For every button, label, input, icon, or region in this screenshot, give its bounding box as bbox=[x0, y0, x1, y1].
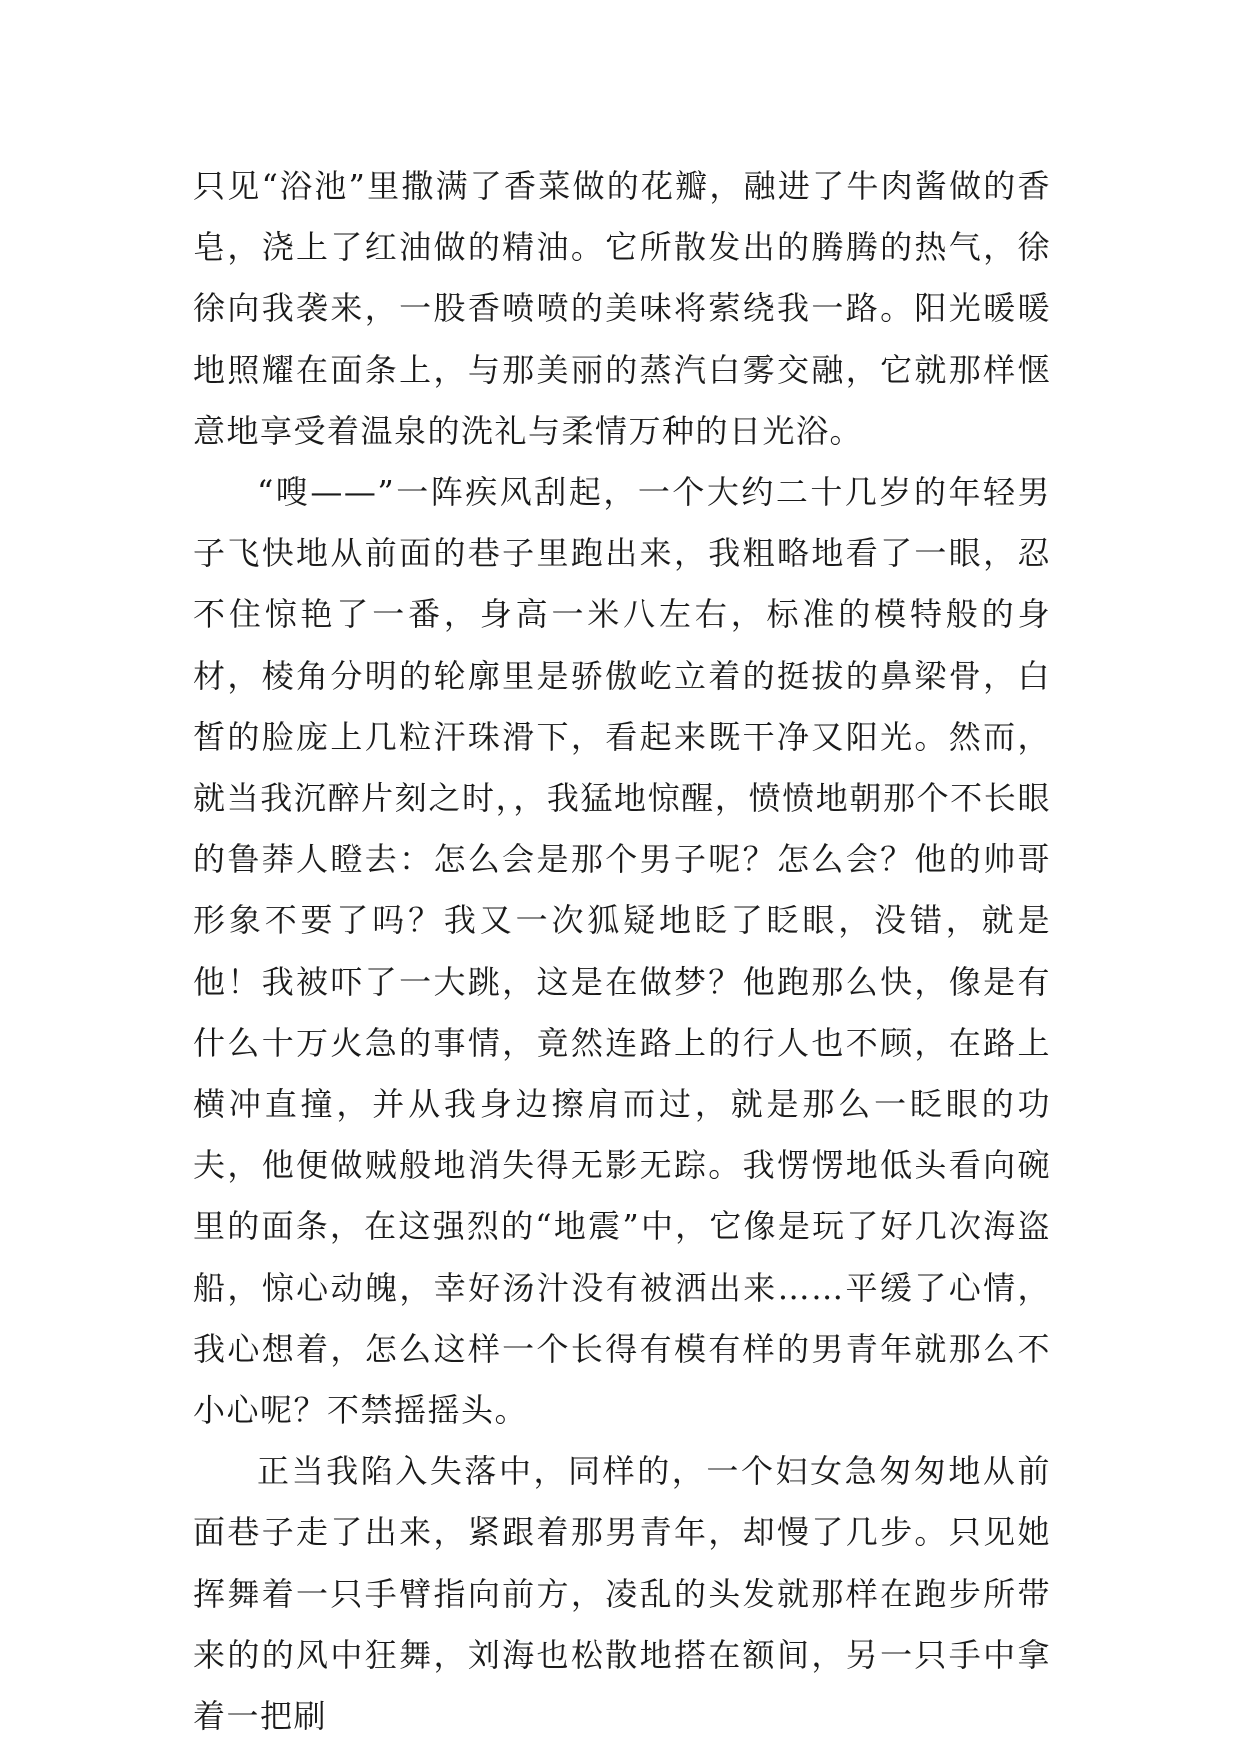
paragraph-running-man: “嗖——”一阵疾风刮起，一个大约二十几岁的年轻男子飞快地从前面的巷子里跑出来，我粗略地看了一眼，忍不住惊艳了一番，身高一米八左右，标准的模特般的身材，棱角分明的轮廓里是骄傲屹立着的挺拔的鼻梁骨，白皙的脸庞上几粒汗珠滑下，看起来既干净又阳光。然而，就当我沉醉片刻之时，，我猛地惊醒，愤愤地朝那个不长眼的鲁莽人瞪去：怎么会是那个男子呢？怎么会？他的帅哥形象不要了吗？我又一次狐疑地眨了眨眼，没错，就是他！我被吓了一大跳，这是在做梦？他跑那么快，像是有什么十万火急的事情，竟然连路上的行人也不顾，在路上横冲直撞，并从我身边擦肩而过，就是那么一眨眼的功夫，他便做贼般地消失得无影无踪。我愣愣地低头看向碗里的面条，在这强烈的“地震”中，它像是玩了好几次海盗船，惊心动魄，幸好汤汁没有被洒出来……平缓了心情，我心想着，怎么这样一个长得有模有样的男青年就那么不小心呢？不禁摇摇头。 bbox=[193, 473, 1051, 1430]
paragraph-woman-following: 正当我陷入失落中，同样的，一个妇女急匆匆地从前面巷子走了出来，紧跟着那男青年，却慢了几步。只见她挥舞着一只手臂指向前方，凌乱的头发就那样在跑步所带来的的风中狂舞，刘海也松散地搭在额间，另一只手中拿着一把刷 bbox=[193, 1452, 1051, 1736]
body-text bbox=[193, 156, 1051, 1747]
paragraph-continued: 只见“浴池”里撒满了香菜做的花瓣，融进了牛肉酱做的香皂，浇上了红油做的精油。它所散发出的腾腾的热气，徐徐向我袭来，一股香喷喷的美味将萦绕我一路。阳光暖暖地照耀在面条上，与那美丽的蒸汽白雾交融，它就那样惬意地享受着温泉的洗礼与柔情万种的日光浴。 bbox=[193, 167, 1051, 450]
